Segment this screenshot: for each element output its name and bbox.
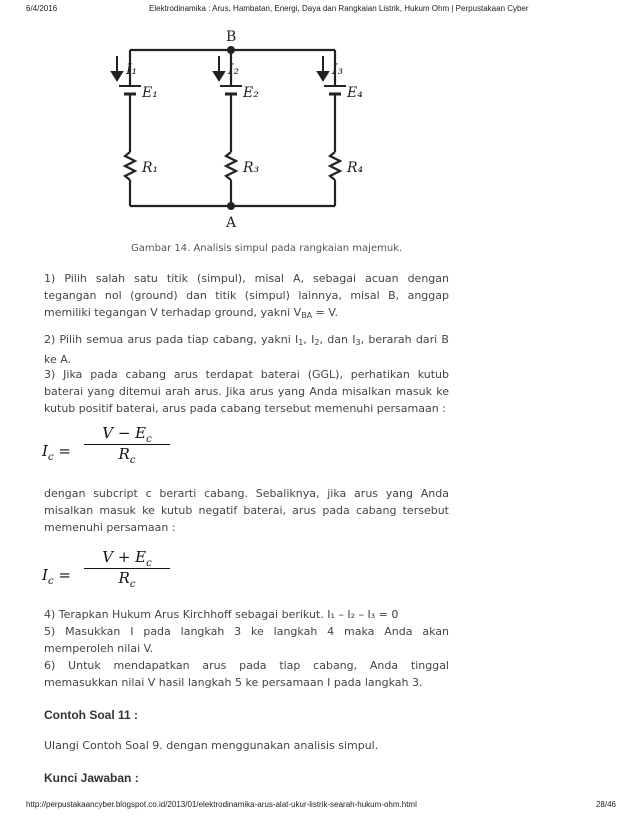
step-1: [44, 270, 449, 324]
step-2: [44, 331, 449, 368]
figure-caption: Gambar 14. Analisis simpul pada rangkaian majemuk.: [131, 243, 403, 254]
node-a-label: A: [226, 215, 237, 231]
eq1-numerator-sub: c: [146, 434, 152, 445]
answer-key-heading: Kunci Jawaban :: [44, 771, 139, 785]
step-2-text: 2) Pilih semua arus pada tiap cabang, yakni I: [44, 333, 299, 346]
footer-page-number: 28/46: [595, 800, 616, 809]
step-1-sub: BA: [301, 311, 313, 320]
step-5: 5) Masukkan I pada langkah 3 ke langkah 4 maka Anda akan memperoleh nilai V.: [44, 625, 449, 655]
eq2-numerator-sub: c: [146, 558, 152, 569]
step-1-end: = V.: [312, 306, 338, 319]
label-e2: E₂: [243, 85, 259, 101]
label-e1: E₁: [142, 85, 158, 101]
step-2-text-b: , I: [303, 333, 315, 346]
label-r4: R₄: [347, 160, 364, 176]
step-3: 3) Jika pada cabang arus terdapat baterai (GGL), perhatikan kutub baterai yang ditemui arah arus. Jika arus yang Anda misalkan masuk ke kutub positif baterai, arus pada cabang tersebut memenuhi persamaan :: [44, 368, 449, 415]
step-4: 4) Terapkan Hukum Arus Kirchhoff sebagai berikut. I₁ – I₂ – I₃ = 0: [44, 608, 399, 621]
eq2-numerator: V + E: [102, 548, 147, 566]
step-2-text-c: , dan I: [319, 333, 356, 346]
step-2-sub2: 2: [314, 338, 320, 347]
label-r1: R₁: [142, 160, 159, 176]
label-i3: I₃: [332, 62, 344, 78]
step-1-text: 1) Pilih salah satu titik (simpul), misal A, sebagai acuan dengan tegangan nol (ground) dan titik (simpul) lainnya, misal B, anggap memiliki tegangan V terhadap ground, yakni V: [44, 272, 449, 319]
step-6: 6) Untuk mendapatkan arus pada tiap cabang, Anda tinggal memasukkan nilai V hasil langkah 5 ke persamaan I pada langkah 3.: [44, 659, 449, 689]
eq2-denominator-sub: c: [129, 579, 136, 590]
header-date: 6/4/2016: [26, 4, 58, 13]
step-2-sub1: 1: [298, 338, 304, 347]
example-heading: Contoh Soal 11 :: [44, 708, 139, 722]
eq2-equals: =: [53, 566, 71, 584]
eq1-denominator-sub: c: [129, 455, 136, 466]
eq1-lhs: I: [42, 442, 48, 460]
example-text: Ulangi Contoh Soal 9. dengan menggunakan analisis simpul.: [44, 739, 379, 752]
eq1-equals: =: [53, 442, 71, 460]
step-2-text-d: , berarah dari B ke A.: [44, 333, 449, 366]
label-e4: E₄: [347, 85, 363, 101]
label-r3: R₃: [243, 160, 260, 176]
paragraph-subscript: dengan subcript c berarti cabang. Sebaliknya, jika arus yang Anda misalkan masuk ke kutub negatif baterai, arus pada cabang tersebut memenuhi persamaan :: [44, 487, 449, 534]
eq2-lhs-sub: c: [47, 576, 54, 587]
eq2-denominator: R: [118, 569, 130, 587]
eq1-lhs-sub: c: [47, 452, 54, 463]
eq1-denominator: R: [118, 445, 130, 463]
eq1-numerator: V − E: [102, 424, 147, 442]
step-2-sub3: 3: [355, 338, 361, 347]
label-i2: I₂: [228, 62, 240, 78]
circuit-diagram: [95, 24, 395, 234]
label-i1: I₁: [126, 62, 138, 78]
header-title: Elektrodinamika : Arus, Hambatan, Energi, Daya dan Rangkaian Listrik, Hukum Ohm | Perpustakaan Cyber: [149, 4, 529, 13]
footer-url: http://perpustakaancyber.blogspot.co.id/2013/01/elektrodinamika-arus-alat-ukur-listrik-searah-hukum-ohm.html: [26, 800, 417, 809]
eq2-lhs: I: [42, 566, 48, 584]
node-b-label: B: [226, 29, 237, 45]
